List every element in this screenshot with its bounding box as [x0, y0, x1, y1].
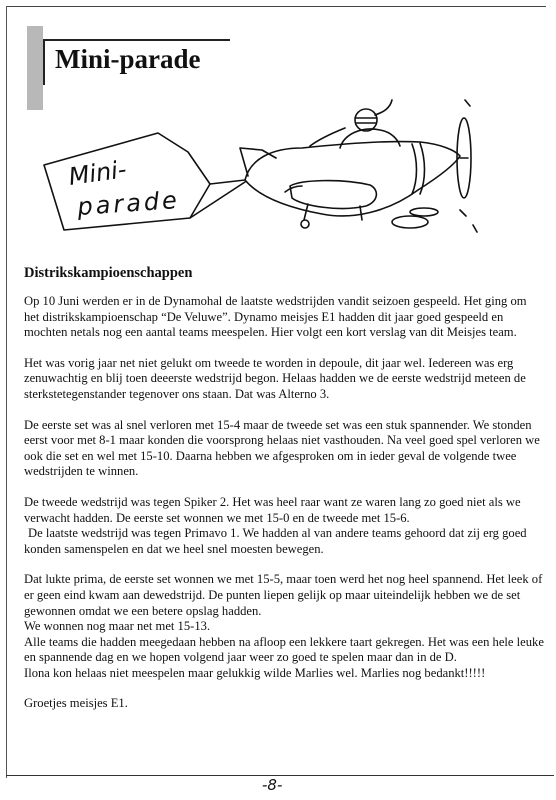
- frame-top-line: [6, 6, 546, 7]
- paragraph: De eerste set was al snel verloren met 15-4 maar de tweede set was een stuk spannender. We stonden eerst voor met 8-1 maar konden die voorsprong helaas niet vasthouden. Na veel goed spel verloren we ook die set en wel met 15-10. Daarna hebben we afgesproken om in ieder geval de volgende twee wedstrijden te winnen.: [24, 417, 540, 479]
- paragraph: Het was vorig jaar net niet gelukt om tweede te worden in depoule, dit jaar wel. Iedereen was erg zenuwachtig en blij toen deeerste wedstrijd begon. Helaas hadden we de eerste wedstrijd meteen de sterkstetegenstander tegenover ons staan. Dat was Alterno 3.: [24, 355, 526, 401]
- paragraph: Ilona kon helaas niet meespelen maar gelukkig wilde Marlies wel. Marlies nog bedankt!!!!!: [24, 665, 486, 680]
- paragraph: De laatste wedstrijd was tegen Primavo 1. We hadden al van andere teams gehoord dat zij erg goed konden samenspelen en dat we heel snel moesten bewegen.: [24, 526, 527, 556]
- article-heading: Distrikskampioenschappen: [24, 265, 193, 281]
- paragraph: De tweede wedstrijd was tegen Spiker 2. Het was heel raar want ze waren lang zo goed niet als we verwacht hadden. De eerste set wonnen we met 15-0 en de tweede met 15-6.: [24, 494, 521, 525]
- page-title: Mini-parade: [55, 44, 201, 74]
- airplane-banner-illustration: [40, 90, 480, 265]
- closing-greeting: Groetjes meisjes E1.: [24, 696, 128, 711]
- paragraph: We wonnen nog maar net met 15-13.: [24, 619, 211, 634]
- paragraph: Dat lukte prima, de eerste set wonnen we met 15-5, maar toen werd het nog heel spannend. Het leek of er geen eind kwam aan dewedstrijd. De punten liepen gelijk op maar uiteindelijk hebben we de set gewonnen omdat we een betere opslag hadden.: [24, 572, 543, 618]
- banner-text-line1: Mini-: [66, 155, 129, 191]
- article-body: [24, 294, 544, 727]
- plane-wing: [290, 181, 376, 209]
- paragraph: Alle teams die hadden meegedaan hebben na afloop een lekkere taart gekregen. Het was een hele leuke en spannende dag en we hopen volgend jaar weer zo goed te spelen maar dan in de D.: [24, 634, 544, 665]
- frame-left-line: [6, 6, 7, 778]
- page-number: -8-: [262, 776, 283, 794]
- paragraph: Op 10 Juni werden er in de Dynamohal de laatste wedstrijden vandit seizoen gespeeld. Het ging om het distrikskampioenschap “De Veluwe”. Dynamo meisjes E1 hadden dit jaar goed gespeeld en mochten netals nog een aantal teams meespelen. Hier volgt een kort verslag van dit Meisjes team.: [24, 294, 527, 340]
- banner-text-line2: parade: [76, 185, 181, 221]
- plane-fuselage: [245, 141, 460, 215]
